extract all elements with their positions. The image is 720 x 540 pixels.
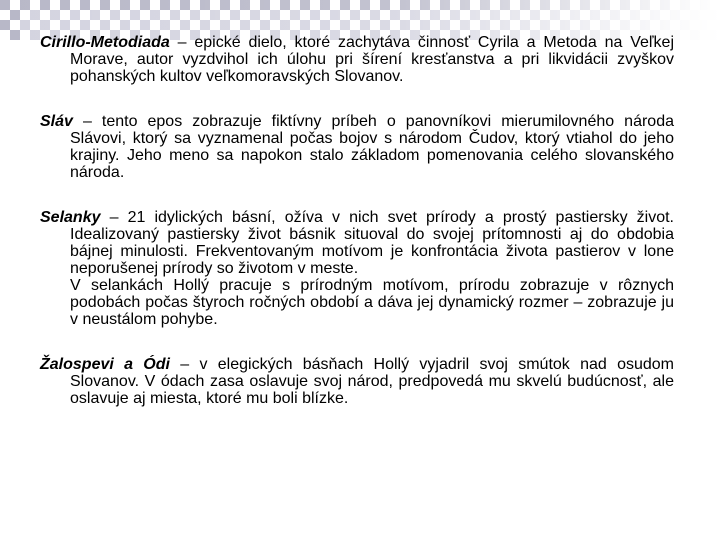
entry-term: Sláv — [40, 113, 73, 130]
entry-separator: – — [100, 209, 128, 226]
entry-slav — [40, 113, 674, 181]
entry-separator: – — [169, 34, 195, 51]
entry-text: tento epos zobrazuje fiktívny príbeh o panovníkovi mierumilovného národa Slávovi, ktorý sa vyznamenal počas bojov s národom Čudov, ktorý vtiahol do jeho krajiny. Jeho meno sa napokon stalo základom pomenovania celého slovanského národa. — [70, 113, 674, 181]
entry-zalospevi-a-odi — [40, 356, 674, 407]
entry-selanky — [40, 209, 674, 328]
entry-text-continued: V selankách Hollý pracuje s prírodným motívom, prírodu zobrazuje v rôznych podobách počas štyroch ročných období a dáva jej dynamický rozmer – zobrazuje ju v neustálom pohybe. — [70, 277, 674, 328]
entry-text: v elegických básňach Hollý vyjadril svoj smútok nad osudom Slovanov. V ódach zasa oslavuje svoj národ, predpovedá mu skvelú budúcnosť, ale oslavuje aj miesta, ktoré mu boli blízke. — [70, 356, 675, 407]
entry-term: Cirillo-Metodiada — [40, 34, 170, 51]
entry-term: Žalospevi a Ódi — [40, 356, 170, 373]
slide-body — [40, 34, 674, 435]
entry-separator: – — [169, 356, 200, 373]
entry-text: 21 idylických básní, ožíva v nich svet prírody a prostý pastiersky život. Idealizovaný pastiersky život básnik situoval do svojej prítomnosti aj do obdobia bájnej minulosti. Frekventovaným motívom je konfrontácia života pastierov v lone neporušenej prírody so životom v meste. — [70, 209, 675, 277]
entry-text: epické dielo, ktoré zachytáva činnosť Cyrila a Metoda na Veľkej Morave, autor vyzdvihol ich úlohu pri šírení kresťanstva a pri likvidácii zvyškov pohanských kultov veľkomoravských Slovanov. — [70, 34, 674, 85]
entry-term: Selanky — [40, 209, 101, 226]
entry-cirillo-metodiada — [40, 34, 674, 85]
entry-separator: – — [72, 113, 102, 130]
